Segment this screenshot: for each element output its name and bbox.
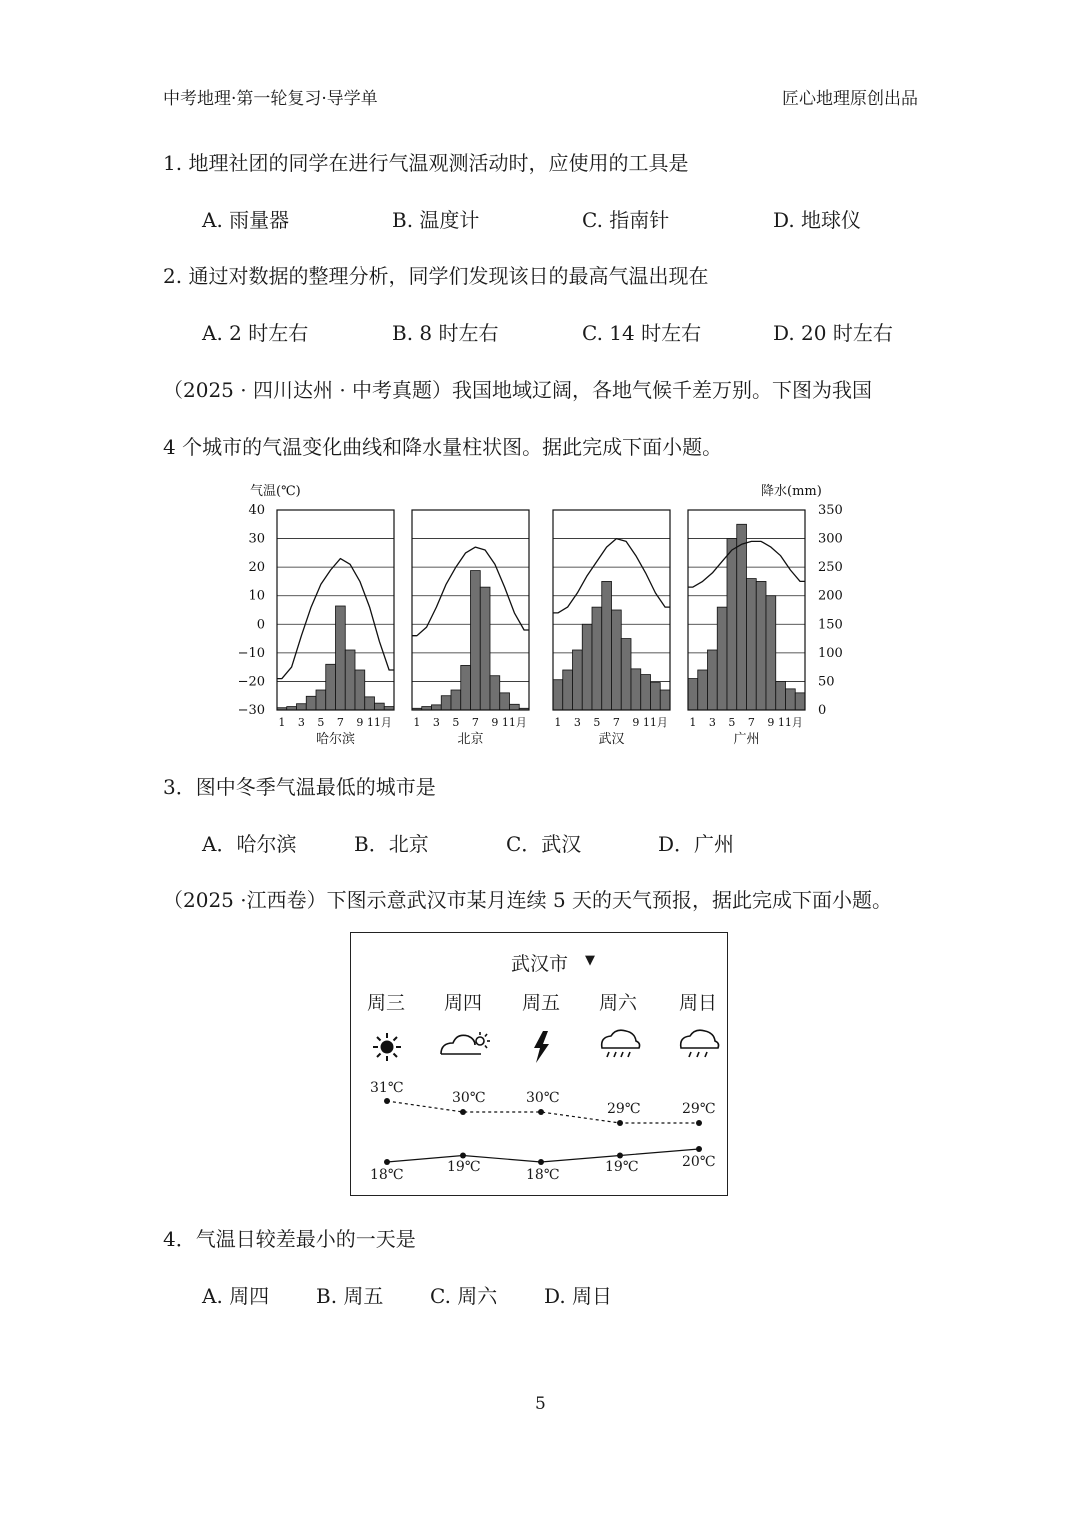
precipitation-bar: [375, 703, 385, 710]
precipitation-bar: [737, 524, 747, 710]
intro-2: （2025 ·江西卷）下图示意武汉市某月连续 5 天的天气预报，据此完成下面小题。: [163, 888, 893, 912]
high-temp-label: 30℃: [452, 1090, 486, 1106]
precipitation-bar: [621, 639, 631, 710]
x-tick-label: 3: [297, 716, 305, 729]
precipitation-bar: [602, 581, 612, 710]
x-tick-label: 1: [689, 716, 697, 729]
high-temp-label: 31℃: [370, 1080, 404, 1096]
high-temp-point: [460, 1109, 466, 1115]
x-tick-label: 5: [317, 716, 325, 729]
y-right-tick-label: 350: [818, 503, 843, 518]
q1-option-a: A. 雨量器: [202, 208, 290, 232]
precipitation-bar: [451, 690, 461, 710]
y-left-tick-label: 0: [256, 617, 265, 633]
y-right-tick-label: 150: [818, 617, 843, 633]
precipitation-bar: [651, 683, 661, 710]
precipitation-bar: [612, 610, 622, 710]
precipitation-bar: [786, 689, 796, 710]
precipitation-bar: [582, 624, 592, 710]
temperature-lines: [384, 1098, 702, 1165]
y-right-tick-label: 0: [818, 703, 827, 718]
precipitation-bar: [776, 681, 786, 710]
q4-option-c: C. 周六: [430, 1284, 498, 1308]
q4-option-b: B. 周五: [316, 1284, 384, 1308]
climate-chart: [237, 478, 843, 752]
x-tick-label: 1: [554, 716, 562, 729]
precipitation-bar: [698, 670, 708, 710]
y-left-tick-label: −20: [237, 674, 265, 690]
y-left-tick-label: 20: [248, 560, 265, 576]
y-right-tick-label: 300: [818, 531, 843, 547]
x-tick-label: 11月: [777, 716, 803, 729]
x-tick-label: 1: [278, 716, 286, 729]
precipitation-bar: [441, 696, 451, 710]
question-1: 1. 地理社团的同学在进行气温观测活动时，应使用的工具是: [163, 151, 689, 175]
intro-1-line-2: 4 个城市的气温变化曲线和降水量柱状图。据此完成下面小题。: [163, 435, 723, 459]
y-right-tick-label: 200: [818, 588, 843, 604]
day-name: 周五: [522, 992, 561, 1014]
precipitation-bar: [766, 596, 776, 710]
q1-option-c: C. 指南针: [582, 208, 670, 232]
precipitation-bar: [316, 690, 326, 710]
q3-option-c: C．武汉: [506, 832, 582, 856]
high-temp-point: [538, 1109, 544, 1115]
intro-1-line-1: （2025 · 四川达州 · 中考真题）我国地域辽阔，各地气候千差万别。下图为我国: [163, 378, 873, 402]
low-temp-label: 18℃: [526, 1167, 560, 1183]
precipitation-bar: [708, 650, 718, 710]
x-tick-label: 5: [452, 716, 460, 729]
x-tick-label: 11月: [501, 716, 527, 729]
low-temp-point: [617, 1153, 623, 1159]
precipitation-bar: [480, 587, 490, 710]
q2-option-a: A. 2 时左右: [202, 321, 309, 345]
precipitation-bar: [553, 680, 563, 710]
x-tick-label: 7: [612, 716, 620, 729]
low-temp-label: 19℃: [447, 1159, 481, 1175]
precipitation-bar: [432, 705, 442, 710]
q3-option-b: B．北京: [354, 832, 429, 856]
dropdown-arrow-icon: ▼: [585, 953, 595, 968]
city-name-label: 广州: [733, 732, 760, 747]
x-tick-label: 11月: [642, 716, 668, 729]
x-tick-label: 5: [728, 716, 736, 729]
precipitation-bar: [297, 704, 307, 710]
x-tick-label: 7: [336, 716, 344, 729]
x-tick-label: 3: [573, 716, 581, 729]
x-tick-label: 9: [632, 716, 640, 729]
x-tick-label: 9: [491, 716, 499, 729]
q1-option-b: B. 温度计: [392, 208, 480, 232]
x-tick-label: 7: [747, 716, 755, 729]
x-tick-label: 9: [767, 716, 775, 729]
header-left: 中考地理·第一轮复习·导学单: [163, 89, 378, 109]
y-left-tick-label: −30: [237, 703, 265, 718]
high-temp-point: [384, 1098, 390, 1104]
x-tick-label: 3: [432, 716, 440, 729]
x-tick-label: 3: [708, 716, 716, 729]
precipitation-bar: [756, 581, 766, 710]
y-right-axis-label: 降水(mm): [761, 484, 822, 499]
precipitation-bar: [326, 664, 336, 710]
day-name: 周四: [444, 992, 483, 1014]
y-left-tick-label: −10: [237, 645, 265, 661]
x-tick-label: 7: [471, 716, 479, 729]
q3-option-a: A．哈尔滨: [202, 832, 297, 856]
x-tick-label: 9: [356, 716, 364, 729]
q2-option-d: D. 20 时左右: [773, 321, 893, 345]
precipitation-bar: [510, 704, 520, 710]
rain-icon: [681, 1030, 719, 1057]
header-right: 匠心地理原创出品: [782, 89, 918, 109]
precipitation-bar: [365, 697, 375, 710]
question-2: 2. 通过对数据的整理分析，同学们发现该日的最高气温出现在: [163, 264, 709, 288]
q2-option-c: C. 14 时左右: [582, 321, 702, 345]
precipitation-bar: [563, 670, 573, 710]
sun-icon: [373, 1033, 401, 1061]
precipitation-bar: [461, 665, 471, 710]
q4-option-d: D. 周日: [544, 1284, 613, 1308]
q4-option-a: A. 周四: [202, 1284, 270, 1308]
x-tick-label: 5: [593, 716, 601, 729]
x-tick-label: 1: [413, 716, 421, 729]
city-name-label: 武汉: [598, 732, 625, 747]
precipitation-bar: [500, 693, 510, 710]
low-temp-label: 18℃: [370, 1167, 404, 1183]
precipitation-bar: [471, 571, 481, 710]
high-temp-point: [617, 1120, 623, 1126]
y-left-axis-label: 气温(℃): [250, 484, 301, 499]
y-left-tick-label: 10: [248, 588, 265, 604]
forecast-city: 武汉市: [511, 953, 569, 975]
precipitation-bar: [336, 606, 346, 710]
q2-option-b: B. 8 时左右: [392, 321, 499, 345]
precipitation-bar: [355, 670, 365, 710]
precipitation-bar: [592, 607, 602, 710]
q3-option-d: D．广州: [658, 832, 735, 856]
low-temp-point: [538, 1159, 544, 1165]
day-name: 周日: [679, 992, 718, 1014]
precipitation-bar: [345, 650, 355, 710]
day-name: 周六: [599, 992, 638, 1014]
y-right-tick-label: 50: [818, 674, 835, 690]
low-temp-label: 20℃: [682, 1154, 716, 1170]
precipitation-bar: [795, 693, 805, 710]
high-temp-point: [696, 1120, 702, 1126]
question-3: 3．图中冬季气温最低的城市是: [163, 775, 436, 799]
precipitation-bar: [717, 607, 727, 710]
low-temp-point: [384, 1159, 390, 1165]
cloudy-sun-icon: [441, 1032, 490, 1054]
precipitation-bar: [660, 690, 670, 710]
page-number: 5: [535, 1394, 546, 1414]
precipitation-bar: [688, 679, 698, 710]
x-tick-label: 11月: [366, 716, 392, 729]
precipitation-bar: [747, 579, 757, 710]
day-name: 周三: [367, 992, 406, 1014]
city-name-label: 北京: [457, 732, 484, 747]
low-temp-point: [696, 1146, 702, 1152]
y-left-tick-label: 30: [248, 531, 265, 547]
high-temp-label: 29℃: [682, 1101, 716, 1117]
rain-icon: [602, 1030, 640, 1057]
y-left-tick-label: 40: [248, 503, 265, 518]
precipitation-bar: [490, 676, 500, 710]
question-4: 4．气温日较差最小的一天是: [163, 1227, 416, 1251]
precipitation-bar: [306, 696, 316, 710]
precipitation-bar: [727, 539, 737, 710]
weather-forecast-panel: [350, 932, 728, 1196]
low-temp-label: 19℃: [605, 1159, 639, 1175]
precipitation-bar: [631, 669, 641, 710]
y-right-tick-label: 100: [818, 645, 843, 661]
precipitation-bar: [641, 675, 651, 710]
forecast-graphic: [351, 933, 726, 1193]
q1-option-d: D. 地球仪: [773, 208, 862, 232]
high-temp-label: 30℃: [526, 1090, 560, 1106]
city-name-label: 哈尔滨: [315, 732, 356, 747]
y-right-tick-label: 250: [818, 560, 843, 576]
high-temp-label: 29℃: [607, 1101, 641, 1117]
precipitation-bar: [573, 650, 583, 710]
low-temp-point: [460, 1153, 466, 1159]
thunder-icon: [534, 1031, 549, 1063]
